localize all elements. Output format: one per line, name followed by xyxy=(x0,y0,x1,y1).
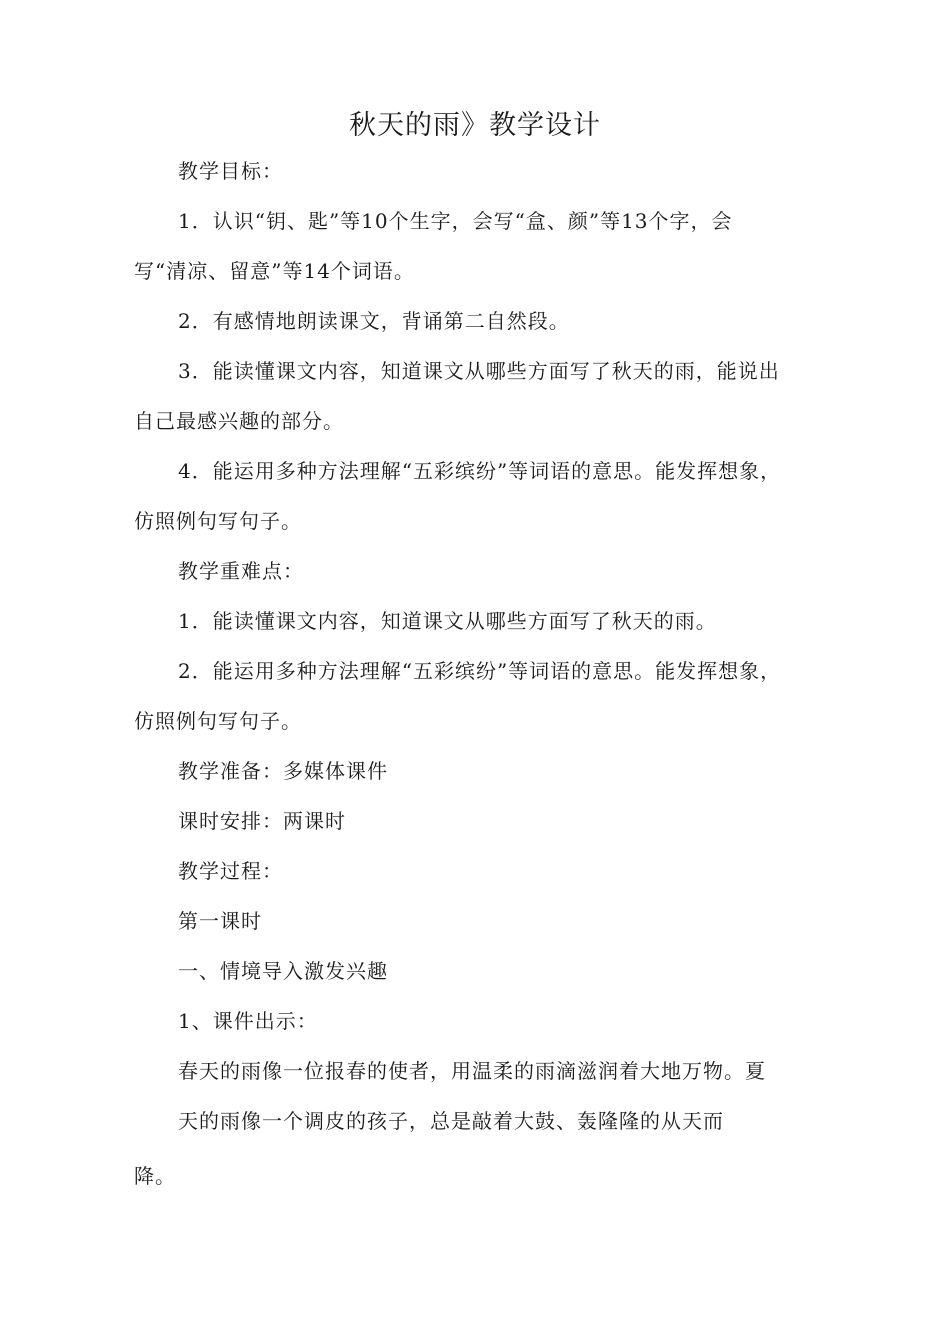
heading-key-points: 教学重难点： xyxy=(178,559,304,583)
courseware-text-line-2: 天的雨像一个调皮的孩子，总是敲着大鼓、轰隆隆的从天而 xyxy=(178,1109,724,1133)
courseware-text-line-3: 降。 xyxy=(134,1164,176,1188)
goal-3-line-2: 自己最感兴趣的部分。 xyxy=(134,409,344,433)
goal-2: 2．有感情地朗读课文，背诵第二自然段。 xyxy=(178,309,570,333)
step-1-heading: 1、课件出示： xyxy=(178,1009,318,1033)
lesson-schedule: 课时安排：两课时 xyxy=(178,809,346,833)
goal-1-line-2: 写“清凉、留意”等14个词语。 xyxy=(134,259,415,283)
teaching-preparation: 教学准备：多媒体课件 xyxy=(178,759,388,783)
goal-4-line-2: 仿照例句写句子。 xyxy=(134,509,302,533)
key-point-2-line-2: 仿照例句写句子。 xyxy=(134,709,302,733)
goal-1-line-1: 1．认识“钥、匙”等10个生字，会写“盒、颜”等13个字，会 xyxy=(178,209,733,233)
courseware-text-line-1: 春天的雨像一位报春的使者，用温柔的雨滴滋润着大地万物。夏 xyxy=(178,1059,766,1083)
heading-teaching-goals: 教学目标： xyxy=(178,159,283,183)
section-1-heading: 一、情境导入激发兴趣 xyxy=(178,959,388,983)
heading-teaching-process: 教学过程： xyxy=(178,859,283,883)
first-lesson-heading: 第一课时 xyxy=(178,909,262,933)
key-point-1: 1．能读懂课文内容，知道课文从哪些方面写了秋天的雨。 xyxy=(178,609,717,633)
key-point-2-line-1: 2．能运用多种方法理解“五彩缤纷”等词语的意思。能发挥想象， xyxy=(178,659,782,683)
document-title: 秋天的雨》教学设计 xyxy=(349,110,601,141)
goal-3-line-1: 3．能读懂课文内容，知道课文从哪些方面写了秋天的雨，能说出 xyxy=(178,359,780,383)
goal-4-line-1: 4．能运用多种方法理解“五彩缤纷”等词语的意思。能发挥想象， xyxy=(178,459,782,483)
